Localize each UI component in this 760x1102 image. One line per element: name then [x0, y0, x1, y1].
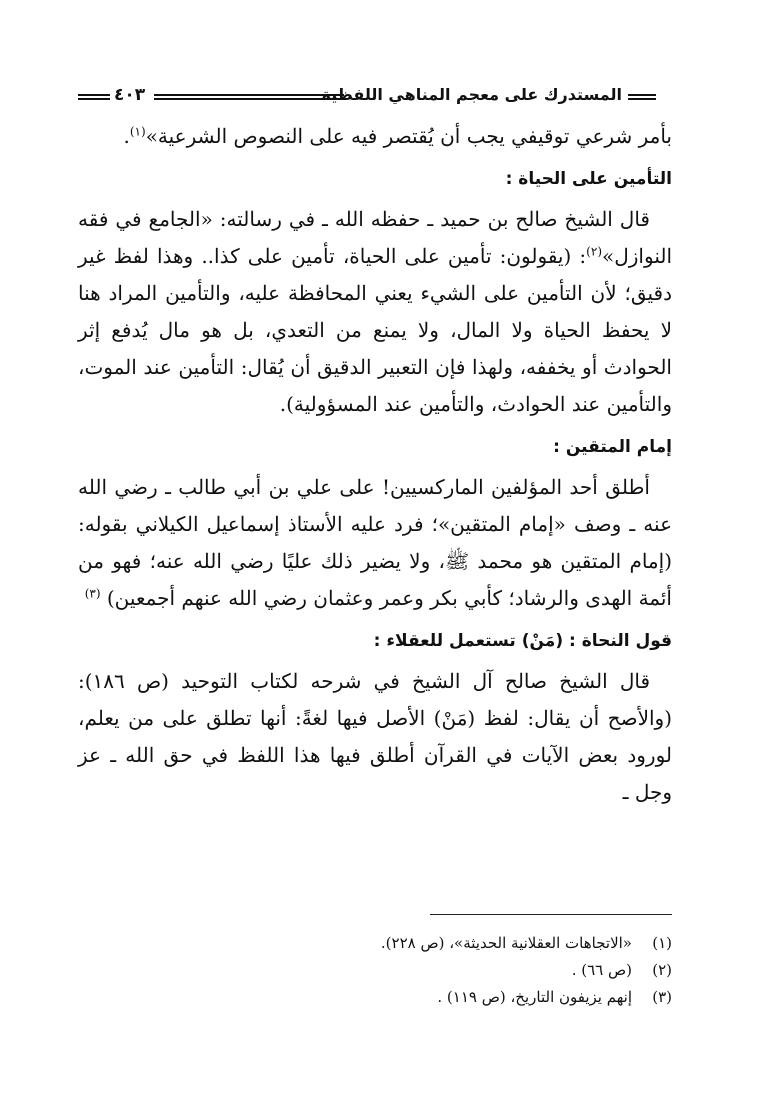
running-header	[78, 85, 656, 110]
paragraph-text: قال الشيخ صالح آل الشيخ في شرحه لكتاب التوحيد (ص ١٨٦): (والأصح أن يقال: لفظ (مَنْ) الأصل فيها لغةً: أنها تطلق على من يعلم، لورود بعض الآيات في القرآن أطلق فيها هذا اللفظ في حق الله ـ عز وجل ـ	[78, 669, 672, 804]
footnote-number: (٣)	[652, 988, 672, 1006]
footnote-text: إنهم يزيفون التاريخ، (ص ١١٩) .	[437, 988, 632, 1006]
footnote-number: (٢)	[652, 961, 672, 979]
footnote-separator	[430, 914, 672, 915]
footnote-text: (ص ٦٦) .	[571, 961, 632, 979]
paragraph-end: .	[123, 124, 130, 148]
paragraph-imam-al-muttaqin	[78, 469, 672, 617]
footnote-ref-1: (١)	[129, 124, 146, 139]
header-rule-left	[78, 94, 110, 100]
paragraph-text: : (يقولون: تأمين على الحياة، تأمين على كذا.. وهذا لفظ غير دقيق؛ لأن التأمين على الشيء يعني المحافظة عليه، والتأمين المراد هنا لا يحفظ الحياة ولا المال، ولا يمنع من التعدي، بل هو مال يُدفع إثر الحوادث أو يخففه، ولهذا فإن التعبير الدقيق أن يُقال: التأمين عند الموت، والتأمين عند الحوادث، والتأمين عند المسؤولية).	[78, 244, 672, 416]
header-rule-right	[628, 94, 656, 100]
footnote-2	[112, 957, 672, 984]
running-header-title: المستدرك على معجم المناهي اللفظية	[321, 85, 622, 104]
footnote-ref-2: (٢)	[586, 244, 602, 259]
header-rule-middle	[154, 94, 344, 100]
section-heading-imam-al-muttaqin: إمام المتقين :	[553, 437, 672, 457]
paragraph-text: بأمر شرعي توقيفي يجب أن يُقتصر فيه على النصوص الشرعية»	[145, 124, 672, 148]
footnote-number: (١)	[652, 934, 672, 952]
paragraph-text: قال الشيخ صالح بن حميد ـ حفظه الله ـ في رسالته: «الجامع في فقه النوازل»	[78, 207, 672, 268]
paragraph-grammarians	[78, 663, 672, 811]
paragraph-text: أطلق أحد المؤلفين الماركسيين! على علي بن أبي طالب ـ رضي الله عنه ـ وصف «إمام المتقين»؛ فرد عليه الأستاذ إسماعيل الكيلاني بقوله: (إمام المتقين هو محمد ﷺ، ولا يضير ذلك عليًا رضي الله عنه؛ فهو من أئمة الهدى والرشاد؛ كأبي بكر وعمر وعثمان رضي الله عنهم أجمعين)	[78, 475, 672, 610]
page-number: ٤٠٣	[114, 85, 146, 105]
footnote-1	[112, 930, 672, 957]
footnote-text: «الاتجاهات العقلانية الحديثة»، (ص ٢٢٨).	[380, 934, 632, 952]
footnote-3	[112, 984, 672, 1011]
footnote-ref-3: (٣)	[84, 586, 101, 601]
main-text	[78, 118, 672, 811]
section-heading-life-insurance: التأمين على الحياة :	[505, 169, 672, 189]
paragraph-life-insurance	[78, 201, 672, 423]
footnotes	[112, 930, 672, 1011]
paragraph-continuation	[78, 118, 672, 155]
section-heading-grammarians: قول النحاة : (مَنْ) تستعمل للعقلاء :	[373, 631, 672, 651]
